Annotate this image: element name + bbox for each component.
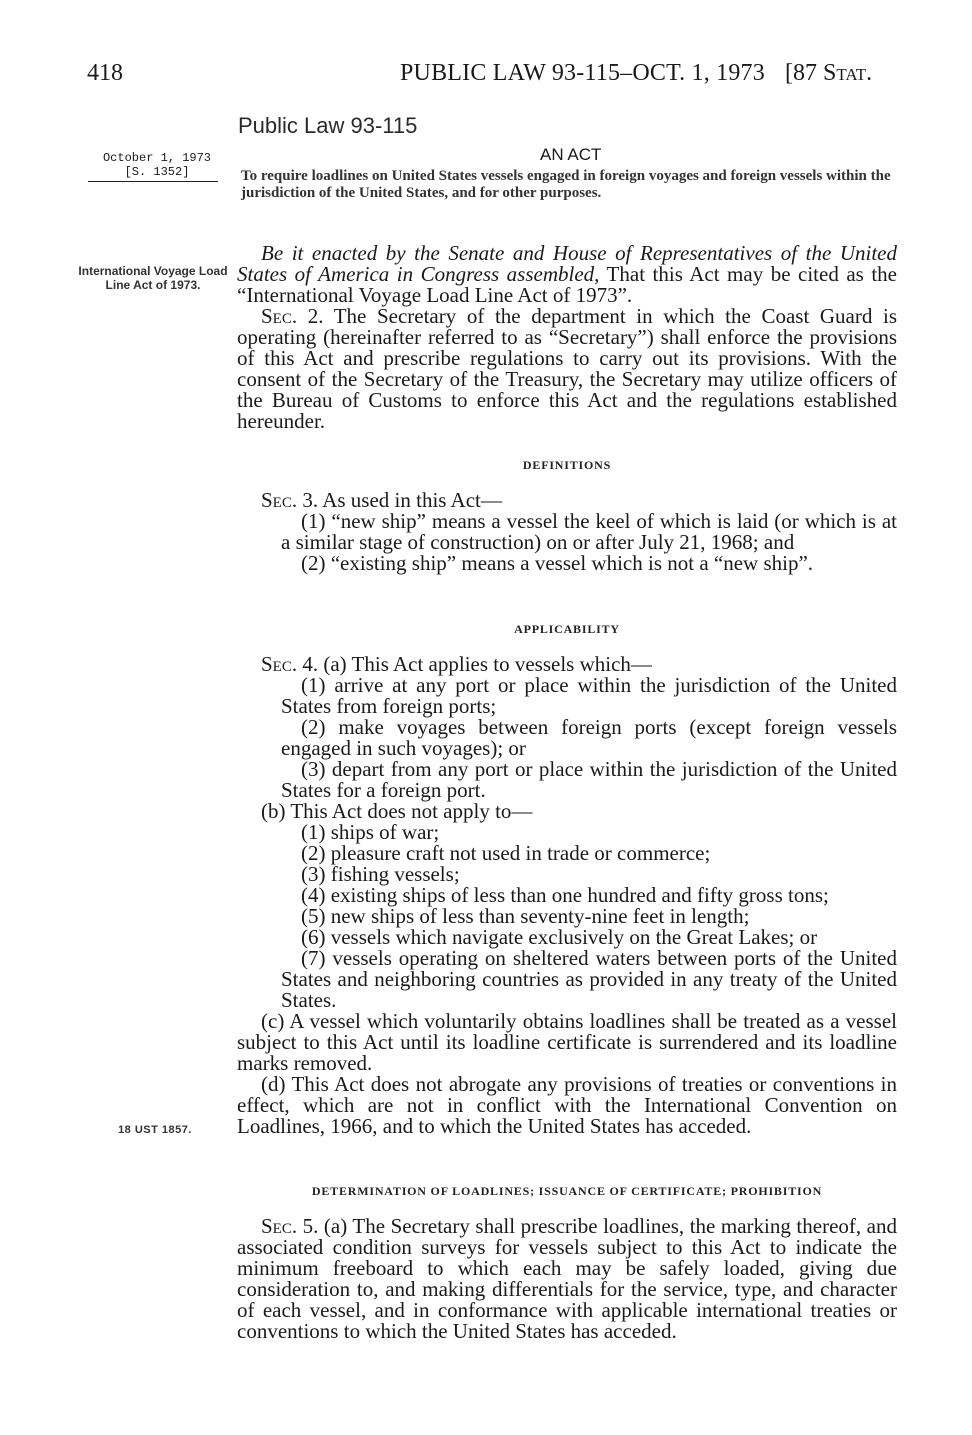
section-3-intro-text: As used in this Act— <box>318 488 502 512</box>
margin-rule <box>88 181 218 182</box>
applicability-b-item: (5) new ships of less than seventy-nine feet in length; <box>301 904 750 928</box>
an-act-heading: AN ACT <box>540 145 602 164</box>
section-4 <box>237 654 897 1137</box>
applicability-b-item: (6) vessels which navigate exclusively on the Great Lakes; or <box>301 925 818 949</box>
act-purpose: To require loadlines on United States vessels engaged in foreign voyages and foreign vessels within the jurisdiction of the United States, and for other purposes. <box>241 168 891 201</box>
section-4-c: (c) A vessel which voluntarily obtains loadlines shall be treated as a vessel subject to this Act until its loadline certificate is surrendered and its loadline marks removed. <box>237 1009 897 1075</box>
enacting-and-sec2 <box>237 243 897 432</box>
short-title-margin-note: International Voyage Load Line Act of 1973. <box>78 264 228 292</box>
section-5-label: Sec. 5. <box>261 1214 319 1238</box>
statute-reference: [87 Stat. <box>785 60 873 86</box>
section-3-intro <box>237 490 897 511</box>
section-5-a <box>237 1216 897 1342</box>
section-3 <box>237 490 897 574</box>
applicability-a-item: (1) arrive at any port or place within the jurisdiction of the United States from foreign ports; <box>281 673 897 718</box>
enactment-date-note <box>102 151 212 179</box>
applicability-a-item: (3) depart from any port or place within the jurisdiction of the United States for a foreign port. <box>281 757 897 802</box>
section-4-label: Sec. 4. <box>261 652 319 676</box>
section-4-a-intro <box>237 654 897 675</box>
ust-margin-note: 18 UST 1857. <box>118 1124 192 1136</box>
definition-item: (2) “existing ship” means a vessel which is not a “new ship”. <box>301 551 814 575</box>
definition-item: (1) “new ship” means a vessel the keel of which is laid (or which is at a similar stage of construction) on or after July 21, 1968; and <box>281 509 897 554</box>
law-title: Public Law 93-115 <box>238 113 418 138</box>
section-5 <box>237 1216 897 1342</box>
enacting-clause-italic: Be it enacted by the Senate and House of Representatives of the United States of America in Congress assembled, <box>237 241 897 286</box>
section-5-a-text: (a) The Secretary shall prescribe loadlines, the marking thereof, and associated condition surveys for vessels subject to this Act to indicate the minimum freeboard to which each may be safely loaded, giving due consideration to, and making differentials for the service, type, and character of each vessel, and in conformance with applicable international treaties or conventions to which the United States has acceded. <box>237 1214 897 1343</box>
section-4-b-intro: (b) This Act does not apply to— <box>261 799 533 823</box>
applicability-b-item: (7) vessels operating on sheltered waters between ports of the United States and neighboring countries as provided in any treaty of the United States. <box>281 946 897 1012</box>
definitions-heading: DEFINITIONS <box>522 458 612 472</box>
section-2 <box>237 306 897 432</box>
bill-number: [S. 1352] <box>124 165 190 179</box>
applicability-b-item: (3) fishing vessels; <box>301 862 460 886</box>
applicability-b-item: (4) existing ships of less than one hundred and fifty gross tons; <box>301 883 829 907</box>
applicability-a-item: (2) make voyages between foreign ports (except foreign vessels engaged in such voyages); or <box>281 715 897 760</box>
running-head: PUBLIC LAW 93-115–OCT. 1, 1973 <box>400 60 765 86</box>
applicability-b-item: (2) pleasure craft not used in trade or commerce; <box>301 841 711 865</box>
page-number: 418 <box>87 60 123 86</box>
section-2-label: Sec. 2. <box>261 304 324 328</box>
section-4-a-intro-text: (a) This Act applies to vessels which— <box>318 652 652 676</box>
section-3-label: Sec. 3. <box>261 488 319 512</box>
section-4-d: (d) This Act does not abrogate any provisions of treaties or conventions in effect, which are not in conflict with the International Convention on Loadlines, 1966, and to which the United States has acceded. <box>237 1072 897 1138</box>
enactment-date: October 1, 1973 <box>102 151 212 165</box>
applicability-b-item: (1) ships of war; <box>301 820 440 844</box>
applicability-heading: APPLICABILITY <box>514 622 620 636</box>
section-2-text: The Secretary of the department in which the Coast Guard is operating (hereinafter referred to as “Secretary”) shall enforce the provisions of this Act and prescribe regulations to carry out its provisions. With the consent of the Secretary of the Treasury, the Secretary may utilize officers of the Bureau of Customs to enforce this Act and the regulations established hereunder. <box>237 304 897 433</box>
enacting-clause-rest: That this Act may be cited as the “International Voyage Load Line Act of 1973”. <box>237 262 897 307</box>
determination-heading: DETERMINATION OF LOADLINES; ISSUANCE OF CERTIFICATE; PROHIBITION <box>311 1184 823 1198</box>
enacting-clause <box>237 243 897 306</box>
